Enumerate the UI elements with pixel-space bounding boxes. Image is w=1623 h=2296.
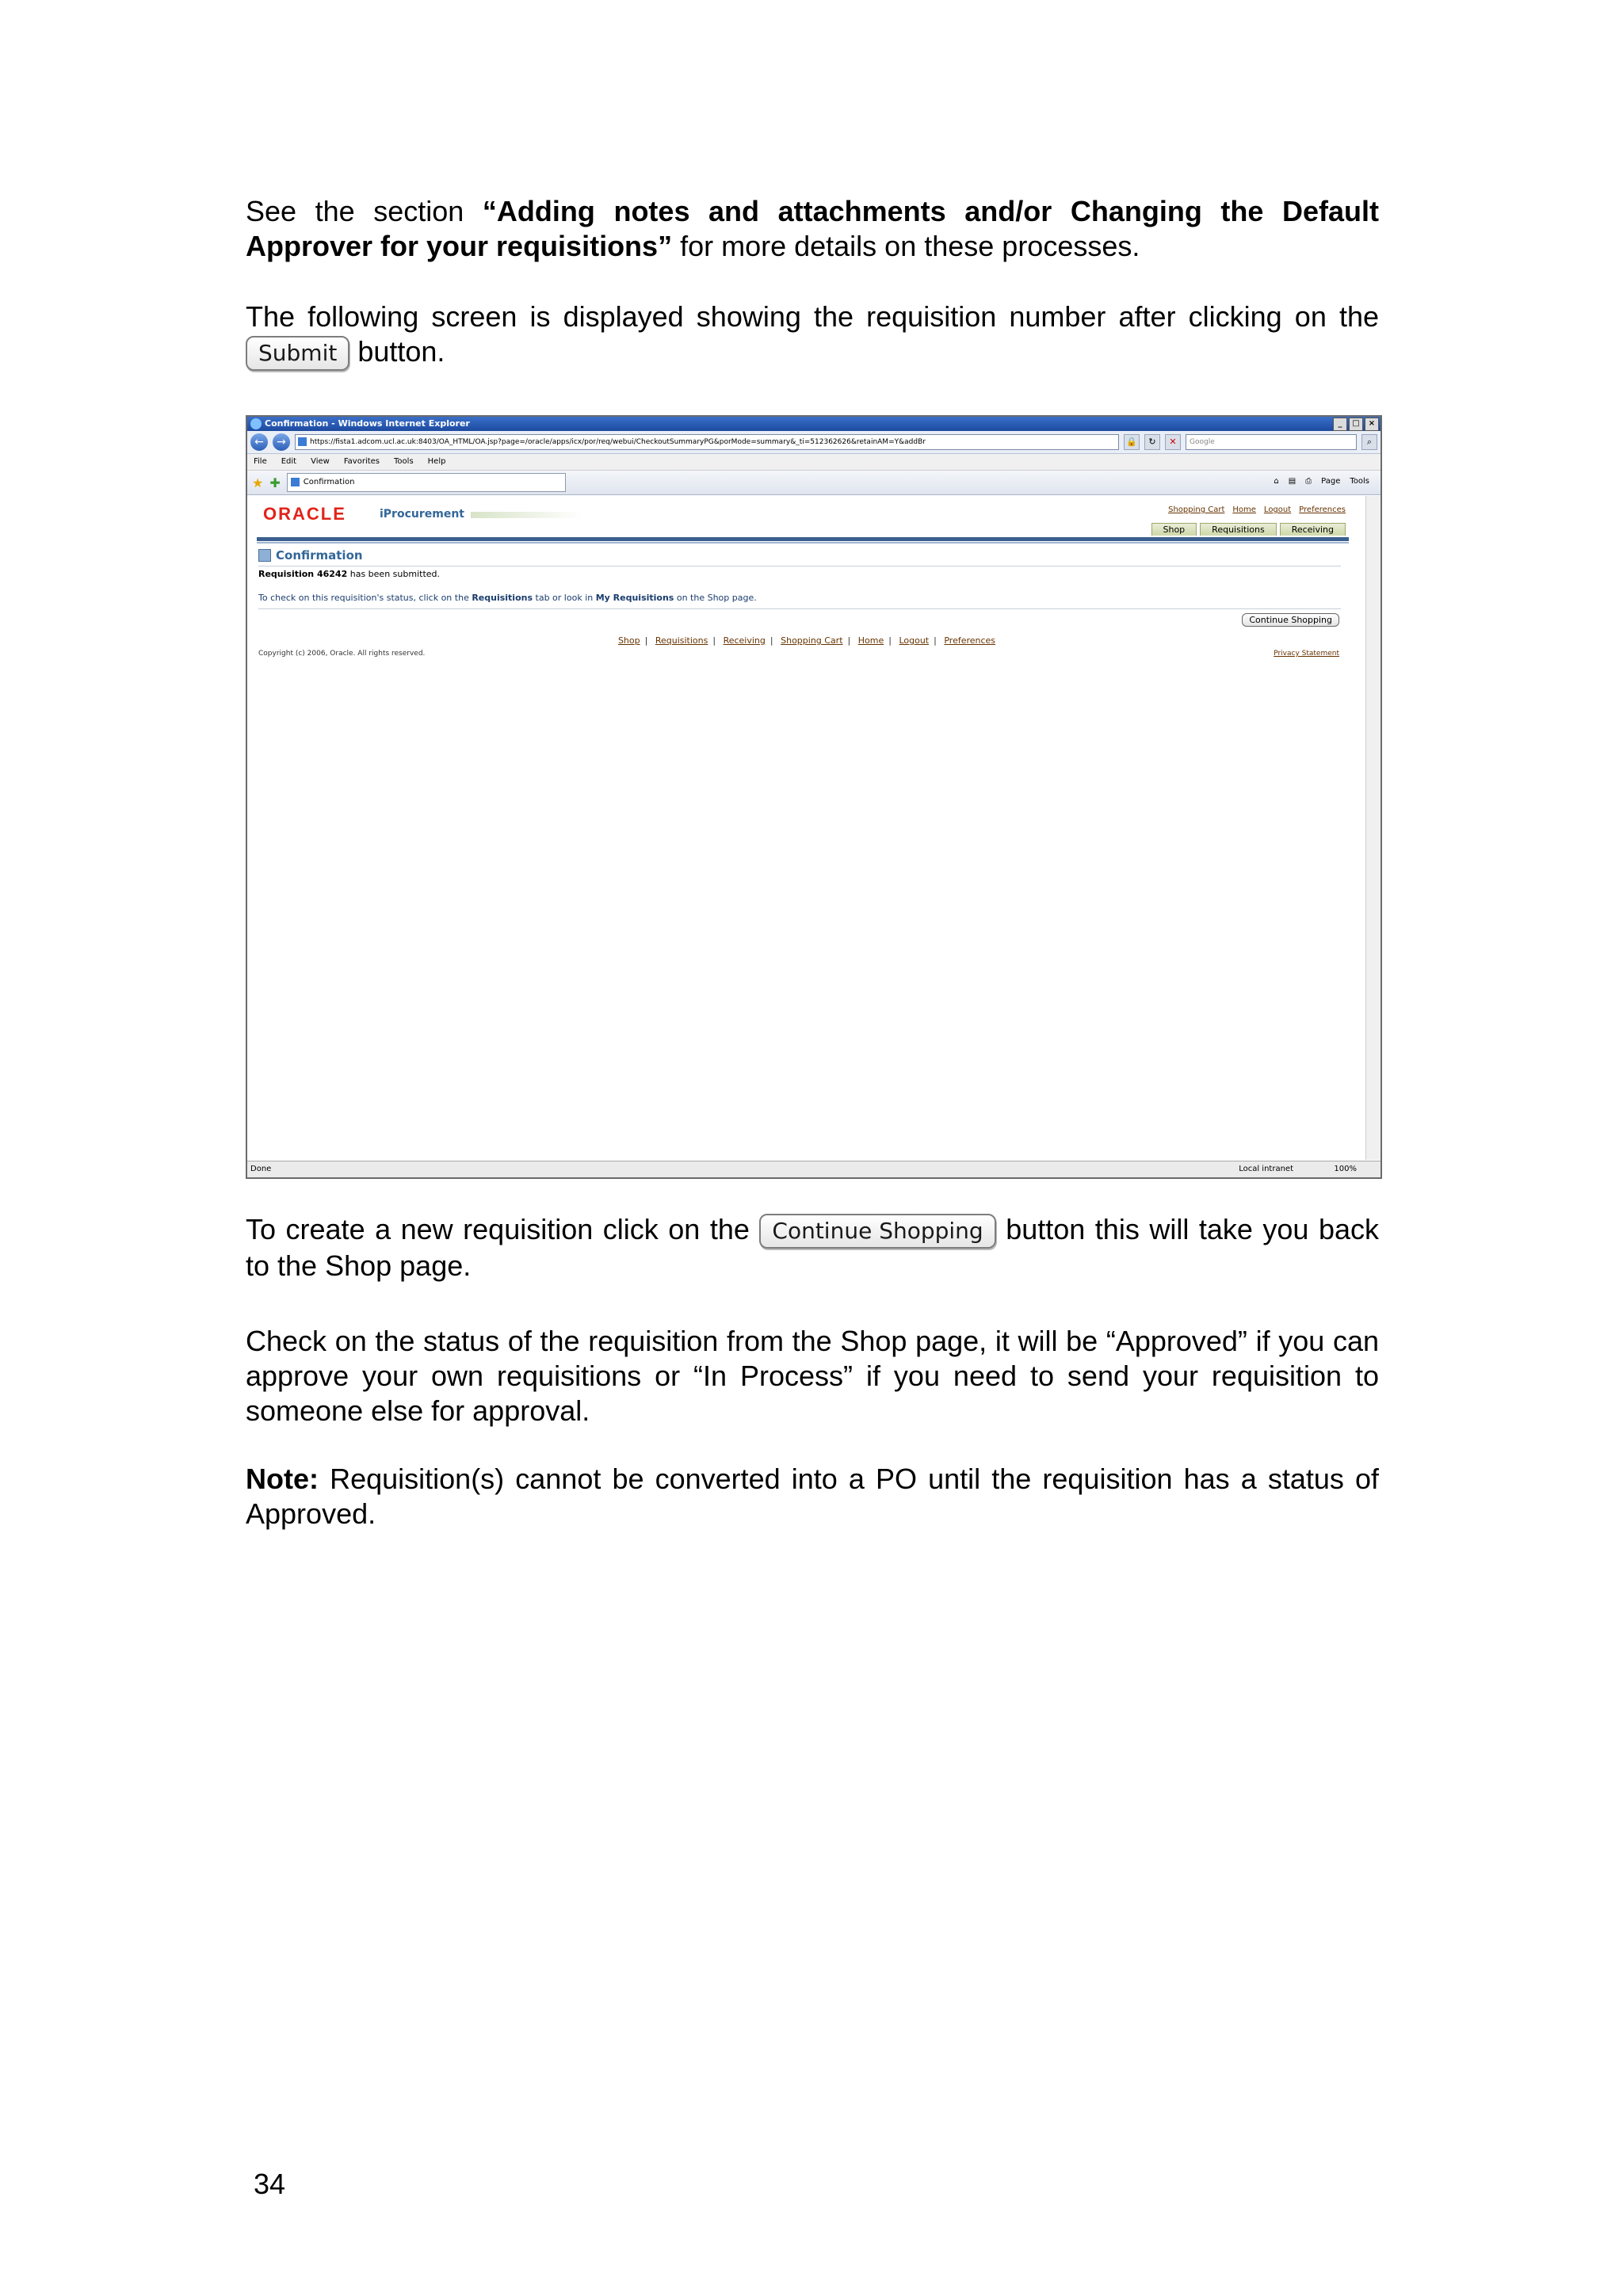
intro-paragraph [246, 194, 1379, 264]
continue-shopping-button[interactable]: Continue Shopping [1242, 613, 1339, 627]
window-controls [1333, 418, 1379, 431]
footer-link-logout[interactable]: Logout [899, 635, 930, 646]
submission-message [258, 569, 440, 579]
lock-icon[interactable]: 🔒 [1124, 434, 1140, 450]
global-links [1168, 505, 1346, 514]
back-icon[interactable]: ← [250, 433, 268, 451]
url-field[interactable] [295, 434, 1119, 450]
add-favorites-icon[interactable]: ✚ [269, 475, 281, 490]
footer-link-shopping-cart[interactable]: Shopping Cart [781, 635, 843, 646]
continue-shopping-button-image: Continue Shopping [759, 1214, 995, 1249]
instruction-message [258, 593, 757, 603]
page-icon [298, 437, 307, 446]
menu-bar [247, 454, 1381, 471]
maximize-icon[interactable]: □ [1349, 418, 1363, 431]
intro-prefix: See the section [246, 195, 483, 227]
requisition-number: Requisition 46242 [258, 569, 348, 579]
intro-suffix: for more details on these processes. [672, 230, 1140, 262]
content-rule [258, 608, 1341, 609]
window-title: Confirmation - Windows Internet Explorer [265, 418, 470, 429]
confirmation-heading [258, 548, 363, 563]
link-home[interactable]: Home [1232, 505, 1256, 514]
submit-paragraph-suffix: button. [349, 335, 445, 368]
instruction-text-b: Requisitions [472, 593, 533, 603]
page-menu[interactable]: Page [1321, 477, 1341, 486]
search-input[interactable]: Google [1186, 434, 1357, 450]
tab-confirmation[interactable]: Confirmation [287, 473, 566, 492]
continue-paragraph-prefix: To create a new requisition click on the [246, 1213, 760, 1245]
footer-link-home[interactable]: Home [857, 635, 884, 646]
menu-favorites[interactable]: Favorites [343, 457, 380, 466]
status-paragraph: Check on the status of the requisition from the Shop page, it will be “Approved” if you can approve your own requisitions or “In Process” if you need to send your requisition to someone else for approval. [246, 1325, 1379, 1427]
note-paragraph [246, 1462, 1379, 1531]
submit-paragraph-text: The following screen is displayed showing the requisition number after clicking on the [246, 300, 1379, 333]
menu-edit[interactable]: Edit [281, 457, 297, 466]
page-content [249, 496, 1365, 1160]
copyright-text: Copyright (c) 2006, Oracle. All rights reserved. [258, 650, 426, 658]
search-icon[interactable]: ⌕ [1361, 434, 1377, 450]
submit-paragraph [246, 299, 1379, 371]
header-rule [257, 537, 1349, 541]
link-logout[interactable]: Logout [1263, 505, 1292, 514]
forward-icon[interactable]: → [273, 433, 290, 451]
window-titlebar [247, 417, 1381, 431]
section-reference: “Adding notes and attachments and/or Changing the Default Approver for your requisitions” [246, 195, 1379, 262]
header-rule-light [257, 542, 1349, 543]
submission-status: has been submitted. [347, 569, 441, 579]
favorites-star-icon[interactable]: ★ [252, 475, 264, 490]
footer-link-requisitions[interactable]: Requisitions [655, 635, 708, 646]
minimize-icon[interactable]: _ [1333, 418, 1347, 431]
footer-link-preferences[interactable]: Preferences [944, 635, 996, 646]
menu-view[interactable]: View [311, 457, 330, 466]
stop-icon[interactable]: ✕ [1165, 434, 1181, 450]
submit-button-image: Submit [246, 336, 349, 371]
home-icon[interactable]: ⌂ [1274, 477, 1279, 486]
ie-icon [250, 418, 262, 429]
security-zone: Local intranet [1239, 1165, 1293, 1173]
footer-link-shop[interactable]: Shop [617, 635, 640, 646]
app-tabs [1151, 523, 1346, 536]
instruction-text-c: tab or look in [533, 593, 596, 603]
refresh-icon[interactable]: ↻ [1144, 434, 1160, 450]
menu-file[interactable]: File [254, 457, 267, 466]
tab-shop[interactable]: Shop [1151, 523, 1197, 536]
instruction-text-d: My Requisitions [595, 593, 674, 603]
zoom-level[interactable]: 100% [1334, 1165, 1357, 1173]
status-bar [247, 1161, 1381, 1177]
instruction-text-a: To check on this requisition's status, click on the [258, 593, 472, 603]
footer-link-receiving[interactable]: Receiving [723, 635, 766, 646]
document-icon [258, 549, 271, 562]
menu-tools[interactable]: Tools [394, 457, 414, 466]
address-bar [247, 431, 1381, 454]
heading-text: Confirmation [276, 548, 363, 563]
tab-requisitions[interactable]: Requisitions [1200, 523, 1277, 536]
note-label: Note: [246, 1463, 319, 1495]
page-number: 34 [254, 2168, 286, 2200]
footer-links: Shop | Requisitions | Receiving | Shopping Cart | Home | Logout | Preferences [617, 635, 996, 646]
feeds-icon[interactable]: ▤ [1288, 477, 1296, 486]
tools-menu[interactable]: Tools [1350, 477, 1369, 486]
status-done: Done [250, 1165, 272, 1173]
product-name: iProcurement [380, 508, 464, 521]
print-icon[interactable]: ⎙ [1305, 477, 1312, 486]
url-text: https://fista1.adcom.ucl.ac.uk:8403/OA_HTML/OA.jsp?page=/oracle/apps/icx/por/req/webui/CheckoutSummaryPG&porMode=summary&_ti=512362626&retainAM=Y&addBr [310, 438, 926, 446]
close-icon[interactable]: × [1365, 418, 1379, 431]
oracle-logo: ORACLE [263, 504, 346, 524]
link-shopping-cart[interactable]: Shopping Cart [1168, 505, 1225, 514]
product-banner-bar [471, 512, 582, 518]
instruction-text-e: on the Shop page. [674, 593, 757, 603]
privacy-statement-link[interactable]: Privacy Statement [1274, 650, 1339, 658]
note-text: Requisition(s) cannot be converted into a PO until the requisition has a status of Approved. [246, 1463, 1379, 1530]
vertical-scrollbar[interactable] [1365, 496, 1381, 1160]
continue-paragraph-suffix: button this will take you back to the Shop page. [246, 1213, 1379, 1283]
link-preferences[interactable]: Preferences [1299, 505, 1346, 514]
tab-receiving[interactable]: Receiving [1280, 523, 1346, 536]
menu-help[interactable]: Help [427, 457, 446, 466]
continue-paragraph [246, 1212, 1379, 1283]
command-bar [1274, 477, 1369, 486]
tab-bar [247, 471, 1381, 495]
browser-screenshot [246, 415, 1382, 1179]
